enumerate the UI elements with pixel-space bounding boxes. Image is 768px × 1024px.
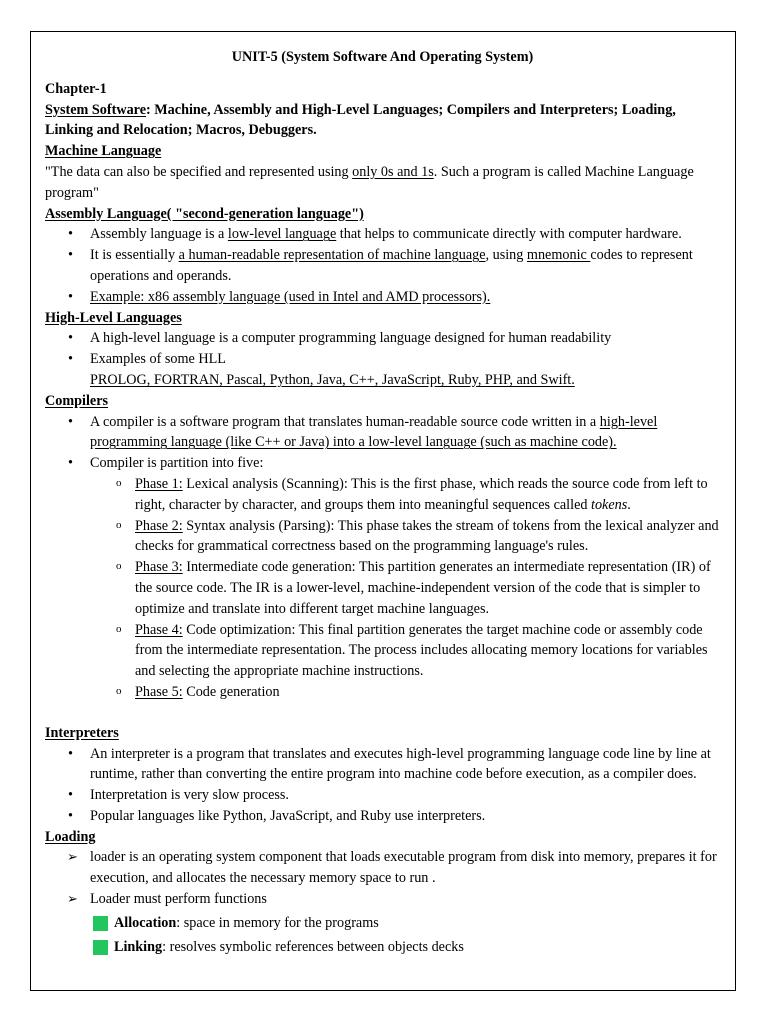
- text-segment: Intermediate code generation: This partition generates an intermediate representation (IR) of the source code. The IR is a lower-level, machine-independent version of the code that is simpler to optimize and translate into different target machine languages.: [135, 559, 711, 617]
- document-page: [30, 31, 736, 991]
- text-segment: codes to represent operations and operands.: [90, 247, 693, 284]
- text-segment: tokens: [591, 496, 628, 513]
- text-segment: : resolves symbolic references between objects decks: [162, 938, 464, 955]
- text-segment: : space in memory for the programs: [176, 914, 379, 931]
- text-segment: , using: [485, 247, 527, 264]
- arrow-item: [45, 889, 720, 910]
- loader-function-text: [114, 939, 464, 955]
- loading-heading: Loading: [45, 828, 96, 845]
- text-segment: Examples of some HLL: [90, 351, 226, 368]
- page-title: UNIT-5 (System Software And Operating System): [231, 49, 534, 65]
- text-segment: only 0s and 1s: [352, 163, 434, 180]
- text-segment: Loader must perform functions: [90, 891, 267, 908]
- text-segment: mnemonic: [526, 247, 591, 264]
- phase-item: [45, 620, 720, 682]
- arrow-item-text: [90, 849, 717, 886]
- text-segment: low-level language: [227, 226, 337, 243]
- intro-paragraph: [45, 100, 720, 142]
- text-segment: high-level programming language (like C++ or Java) into a low-level language (such as machine code).: [90, 413, 658, 451]
- compiler-phases-list: [45, 474, 720, 703]
- machine-language-text: [45, 162, 720, 204]
- text-segment: Phase 5:: [135, 683, 183, 700]
- green-square-icon: [93, 916, 108, 931]
- list-item: [45, 349, 720, 391]
- text-segment: Interpretation is very slow process.: [90, 787, 289, 804]
- text-segment: Code optimization: This final partition generates the target machine code or assembly code from the intermediate representation. The process includes allocating memory locations for variables and selecting the appropriate machine instructions.: [135, 621, 708, 680]
- green-square-icon: [93, 940, 108, 955]
- loader-function-text: [114, 915, 379, 931]
- text-segment: Linking: [114, 938, 163, 955]
- loading-list: [45, 847, 720, 957]
- hll-list: [45, 328, 720, 390]
- phase-item: [45, 474, 720, 516]
- arrow-item: [45, 847, 720, 889]
- text-segment: A compiler is a software program that translates human-readable source code written in a: [90, 413, 600, 430]
- list-item: [45, 744, 720, 786]
- text-segment: Phase 4:: [135, 621, 183, 638]
- high-level-languages-heading: High-Level Languages: [45, 309, 182, 326]
- interpreters-heading: Interpreters: [45, 724, 119, 741]
- arrow-bullet-icon: ➢: [67, 849, 78, 865]
- compilers-heading: Compilers: [45, 392, 109, 409]
- loader-function-item: [45, 937, 720, 958]
- assembly-language-heading: Assembly Language( "second-generation language"): [45, 205, 364, 222]
- text-segment: that helps to communicate directly with computer hardware.: [336, 226, 682, 243]
- arrow-bullet-icon: ➢: [67, 891, 78, 907]
- list-item: [45, 806, 720, 827]
- machine-language-heading: Machine Language: [45, 143, 162, 160]
- list-item: [45, 224, 720, 245]
- phase-item: [45, 557, 720, 619]
- loader-function-item: [45, 913, 720, 934]
- text-segment: PROLOG, FORTRAN, Pascal, Python, Java, C++, JavaScript, Ruby, PHP, and Swift.: [90, 371, 575, 388]
- text-segment: Example: x86 assembly language (used in Intel and AMD processors).: [90, 288, 491, 305]
- arrow-item-text: [90, 891, 267, 907]
- text-segment: An interpreter is a program that translates and executes high-level programming language code line by line at runtime, rather than converting the entire program into machine code before execution, as a compiler does.: [90, 745, 711, 783]
- text-segment: Lexical analysis (Scanning): This is the first phase, which reads the source code from left to right, character by character, and groups them into meaningful sequences called: [135, 475, 708, 513]
- list-item: [45, 453, 720, 474]
- text-segment: A high-level language is a computer programming language designed for human readability: [90, 330, 612, 347]
- text-segment: System Software: [45, 101, 147, 118]
- text-segment: .: [627, 496, 631, 513]
- text-segment: Popular languages like Python, JavaScript, and Ruby use interpreters.: [90, 807, 486, 824]
- text-segment: Assembly language is a: [90, 226, 228, 243]
- interpreters-list: [45, 744, 720, 827]
- list-item: [45, 328, 720, 349]
- text-segment: Phase 2:: [135, 517, 183, 534]
- text-segment: Code generation: [182, 683, 280, 700]
- text-segment: Phase 3:: [135, 559, 183, 576]
- list-item: [45, 785, 720, 806]
- text-segment: Allocation: [114, 914, 177, 931]
- text-segment: Syntax analysis (Parsing): This phase takes the stream of tokens from the lexical analyzer and checks for grammatical correctness based on the programming language's rules.: [135, 517, 719, 555]
- list-item: [45, 245, 720, 287]
- compilers-list: [45, 412, 720, 474]
- text-segment: . Such a program is called Machine Language program": [45, 163, 694, 201]
- assembly-list: [45, 224, 720, 307]
- phase-item: [45, 682, 720, 703]
- chapter-heading: Chapter-1: [45, 80, 107, 97]
- text-segment: "The data can also be specified and represented using: [45, 163, 353, 180]
- text-segment: a human-readable representation of machine language: [178, 247, 486, 264]
- text-segment: Compiler is partition into five:: [90, 455, 264, 472]
- text-segment: It is essentially: [90, 247, 179, 264]
- phase-item: [45, 516, 720, 558]
- list-item: [45, 412, 720, 454]
- list-item: [45, 287, 720, 308]
- spacer: [45, 703, 720, 723]
- text-segment: : Machine, Assembly and High-Level Languages; Compilers and Interpreters; Loading, Linking and Relocation; Macros, Debuggers.: [45, 101, 676, 139]
- text-segment: Phase 1:: [135, 475, 183, 492]
- text-segment: loader is an operating system component that loads executable program from disk into memory, prepares it for execution, and allocates the necessary memory space to run .: [90, 849, 717, 887]
